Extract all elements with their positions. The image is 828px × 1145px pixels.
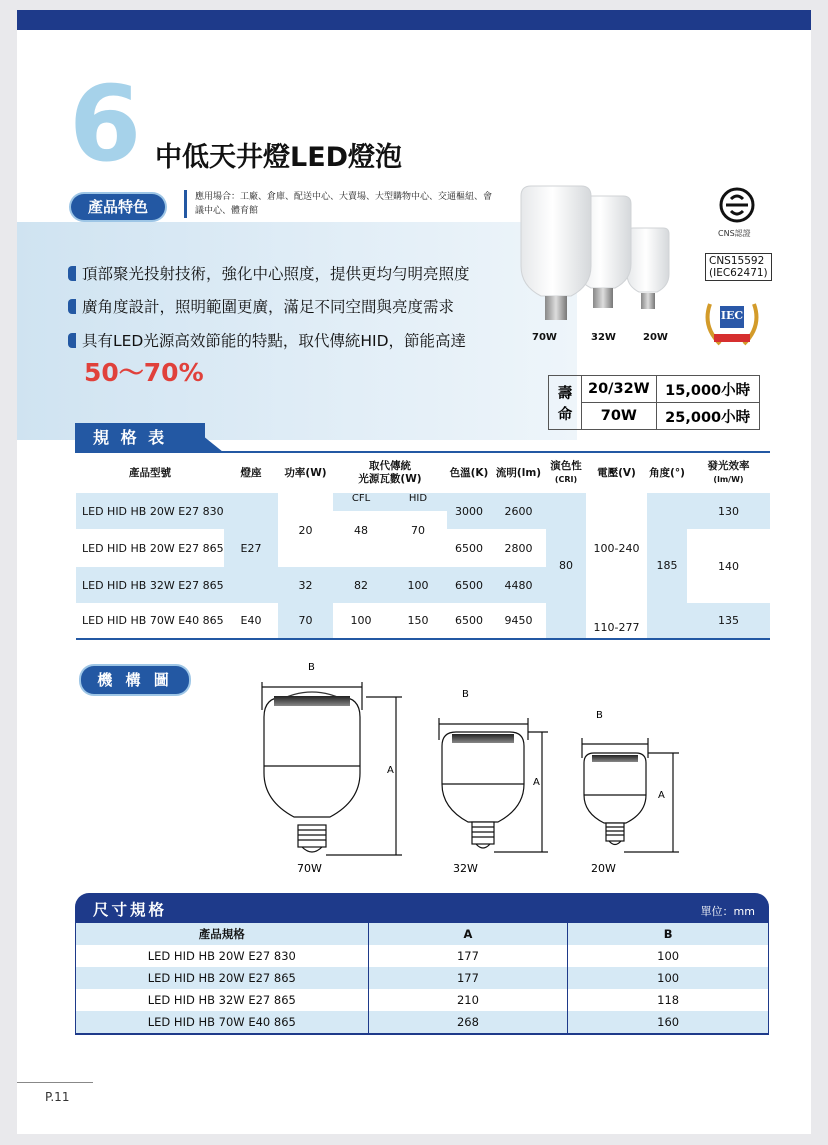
- dim-b-32w: B: [462, 689, 469, 700]
- th-angle: 角度(°): [649, 466, 685, 479]
- spec-model: LED HID HB 32W E27 865: [76, 567, 224, 603]
- cert-box: [705, 253, 772, 281]
- th-cct: 色溫(K): [449, 466, 489, 479]
- dim-th-b: B: [568, 923, 769, 945]
- dim-model: LED HID HB 32W E27 865: [76, 989, 369, 1011]
- page-title: 中低天井燈LED燈泡: [155, 142, 403, 173]
- dim-a: 268: [368, 1011, 568, 1034]
- dim-b: 118: [568, 989, 769, 1011]
- th-model: 產品型號: [129, 466, 171, 479]
- th-cfl-text: CFL: [351, 493, 371, 504]
- spec-voltage: 110-277: [586, 603, 647, 639]
- spec-cct: 6500: [447, 603, 491, 639]
- dim-b: 100: [568, 945, 769, 967]
- th-eff-line1: 發光效率: [707, 460, 750, 472]
- spec-header: [75, 423, 225, 452]
- spec-cri: 80: [546, 493, 586, 639]
- dim-model: LED HID HB 70W E40 865: [76, 1011, 369, 1034]
- spec-model: LED HID HB 20W E27 830: [76, 493, 224, 529]
- spec-power: 70: [278, 603, 333, 639]
- cns-logo-icon: [717, 185, 757, 225]
- dim-a-70w: A: [387, 765, 394, 776]
- th-hid-text: HID: [408, 493, 428, 504]
- mech-label-20w: 20W: [591, 862, 616, 875]
- spec-lumen: 2800: [491, 529, 546, 567]
- features-pill: 產品特色: [71, 194, 165, 220]
- spec-header-tab-corner: [187, 423, 223, 452]
- laurel-icon: [700, 292, 764, 352]
- bullet-icon: [68, 299, 76, 314]
- spec-angle: 185: [647, 493, 687, 639]
- mech-label-70w: 70W: [297, 862, 322, 875]
- th-replace-line2: 光源瓦數(W): [358, 473, 422, 485]
- th-base: 燈座: [240, 466, 262, 479]
- th-cri: [546, 453, 586, 493]
- feature-item: [68, 295, 454, 317]
- th-replace: [333, 453, 447, 493]
- lifetime-hours: 25,000小時: [656, 403, 759, 430]
- spec-model: LED HID HB 20W E27 865: [76, 529, 224, 567]
- lifetime-model: 70W: [582, 403, 657, 430]
- spec-table: [76, 453, 770, 640]
- spec-power: 32: [278, 567, 333, 603]
- bulb-label-20w: 20W: [643, 332, 668, 343]
- iec-logo-text: IEC: [720, 309, 744, 322]
- spec-cfl-20: 48: [333, 511, 389, 549]
- lifetime-table: [548, 375, 760, 430]
- th-eff-line2: (lm/W): [713, 475, 744, 484]
- cns-logo-text: CNS認證: [718, 229, 751, 238]
- dim-b-20w: B: [596, 710, 603, 721]
- bulb-label-32w: 32W: [591, 332, 616, 343]
- dimensions-table: [75, 923, 769, 1035]
- section-number: 6: [69, 63, 142, 185]
- th-cri-line2: (CRI): [554, 475, 578, 484]
- spec-voltage-main: 100-240: [586, 493, 647, 603]
- spec-model: LED HID HB 70W E40 865: [76, 603, 224, 639]
- dim-b: 100: [568, 967, 769, 989]
- dimensions-unit: 單位：mm: [700, 905, 755, 918]
- spec-base: E40: [224, 603, 278, 639]
- dim-th-model: 產品規格: [76, 923, 369, 945]
- dimensions-header: [75, 893, 769, 923]
- bullet-icon: [68, 266, 76, 281]
- feature-item: [68, 262, 470, 284]
- top-bar: [17, 10, 811, 30]
- dim-model: LED HID HB 20W E27 865: [76, 967, 369, 989]
- spec-base-e27: E27: [224, 493, 278, 603]
- mechanism-pill: 機 構 圖: [81, 666, 189, 694]
- th-cri-line1: 演色性: [550, 460, 582, 472]
- th-power: 功率(W): [284, 466, 327, 479]
- spec-title: 規 格 表: [75, 423, 205, 452]
- application-text: 應用場合：工廠、倉庫、配送中心、大賣場、大型購物中心、交通樞紐、會議中心、體育館: [184, 190, 495, 218]
- spec-cfl: 82: [333, 567, 389, 603]
- spec-cfl: 100: [333, 603, 389, 639]
- th-eff: [687, 453, 770, 493]
- spec-eff: 130: [687, 493, 770, 529]
- dim-model: LED HID HB 20W E27 830: [76, 945, 369, 967]
- feature-text: 具有LED光源高效節能的特點，取代傳統HID，節能高達: [82, 332, 467, 350]
- iec-badge: [700, 292, 764, 352]
- page-number: P.11: [45, 1090, 70, 1104]
- dim-b-70w: B: [308, 662, 315, 673]
- lifetime-hours: 15,000小時: [656, 376, 759, 403]
- spec-power-20: 20: [278, 493, 333, 567]
- lifetime-label: 壽命: [549, 376, 582, 430]
- bulb-label-70w: 70W: [532, 332, 557, 343]
- saving-percentage: 50～70%: [84, 358, 204, 387]
- feature-item: [68, 329, 466, 351]
- bullet-icon: [68, 333, 76, 348]
- feature-text: 廣角度設計，照明範圍更廣，滿足不同空間與亮度需求: [82, 298, 455, 316]
- dim-a-20w: A: [658, 790, 665, 801]
- feature-text: 頂部聚光投射技術，強化中心照度，提供更均勻明亮照度: [82, 265, 470, 283]
- th-lumen: 流明(lm): [495, 466, 542, 479]
- spec-cct: 3000: [447, 493, 491, 529]
- spec-hid: 150: [389, 603, 447, 639]
- spec-eff: 140: [687, 529, 770, 603]
- dim-a-32w: A: [533, 777, 540, 788]
- cert-iec: (IEC62471): [709, 267, 768, 279]
- spec-cct: 6500: [447, 567, 491, 603]
- dim-a: 177: [368, 967, 568, 989]
- th-replace-line1: 取代傳統: [369, 460, 411, 472]
- dim-a: 177: [368, 945, 568, 967]
- footer-line: [17, 1082, 93, 1083]
- spec-lumen: 9450: [491, 603, 546, 639]
- lifetime-model: 20/32W: [582, 376, 657, 403]
- catalog-page: [17, 10, 811, 1134]
- spec-hid: 100: [389, 567, 447, 603]
- dim-th-a: A: [368, 923, 568, 945]
- product-bulbs-image: [501, 182, 691, 332]
- mech-label-32w: 32W: [453, 862, 478, 875]
- spec-lumen: 4480: [491, 567, 546, 603]
- spec-cct: 6500: [447, 529, 491, 567]
- cert-cns: CNS15592: [709, 255, 765, 267]
- dimensions-title: 尺寸規格: [93, 901, 168, 919]
- spec-lumen: 2600: [491, 493, 546, 529]
- th-voltage: 電壓(V): [597, 466, 636, 479]
- dim-a: 210: [368, 989, 568, 1011]
- dim-b: 160: [568, 1011, 769, 1034]
- spec-eff: 135: [687, 603, 770, 639]
- spec-hid-20: 70: [389, 511, 447, 549]
